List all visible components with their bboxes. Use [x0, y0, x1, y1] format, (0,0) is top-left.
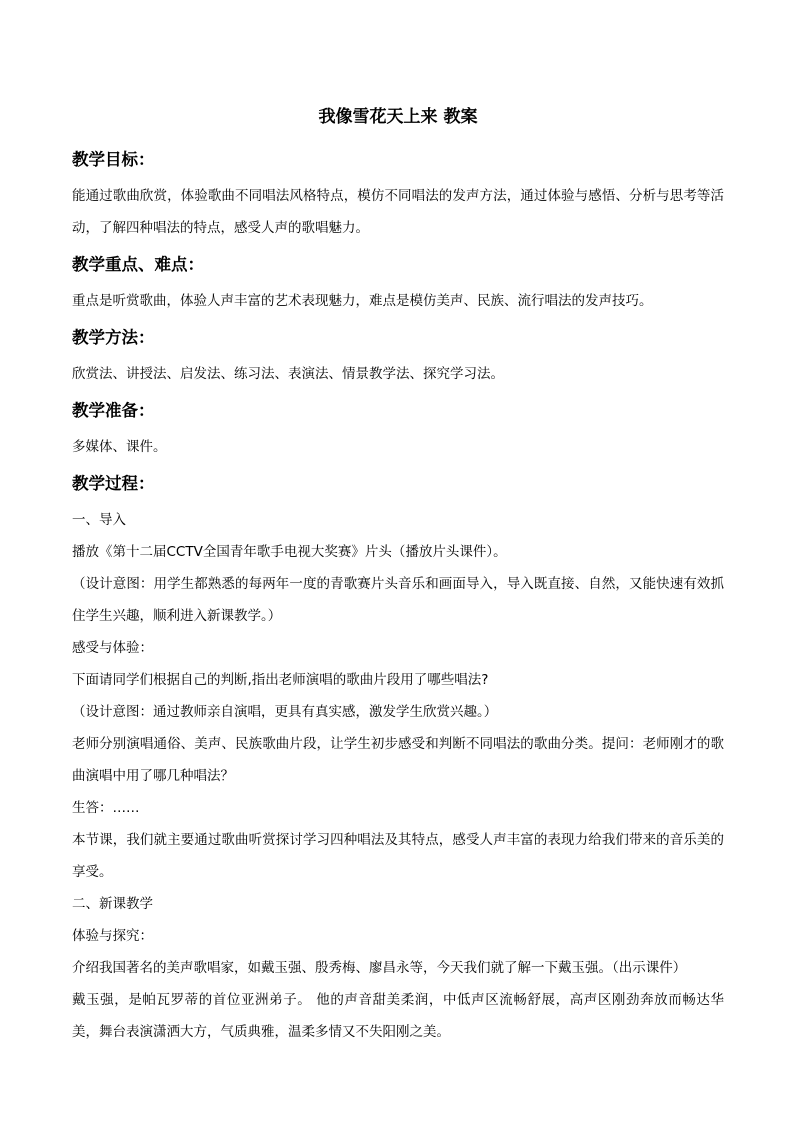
process-paragraph: 戴玉强，是帕瓦罗蒂的首位亚洲弟子。 他的声音甜美柔润，中低声区流畅舒展，高声区刚劲奔放而畅达华美，舞台表演潇洒大方，气质典雅，温柔多情又不失阳刚之美。	[72, 992, 724, 1040]
heading-goals: 教学目标：	[72, 150, 155, 169]
document-page	[72, 0, 724, 1123]
process-paragraph: 本节课，我们就主要通过歌曲听赏探讨学习四种唱法及其特点，感受人声丰富的表现力给我们带来的音乐美的享受。	[72, 832, 724, 880]
process-paragraph: 播放《第十二届CCTV全国青年歌手电视大奖赛》片头（播放片头课件）。	[72, 544, 507, 560]
page-title: 我像雪花天上来 教案	[318, 107, 478, 127]
keypoints-text: 重点是听赏歌曲，体验人声丰富的艺术表现魅力，难点是模仿美声、民族、流行唱法的发声技巧。	[72, 293, 653, 309]
heading-prep: 教学准备：	[72, 401, 155, 420]
process-paragraph: 生答：……	[72, 800, 140, 816]
heading-process: 教学过程：	[72, 474, 155, 493]
process-paragraph: 二、新课教学	[72, 896, 153, 912]
goals-text: 能通过歌曲欣赏，体验歌曲不同唱法风格特点，模仿不同唱法的发声方法，通过体验与感悟、分析与思考等活动，了解四种唱法的特点，感受人声的歌唱魅力。	[72, 188, 724, 236]
process-paragraph: 体验与探究：	[72, 928, 153, 944]
document-body	[72, 146, 724, 1048]
process-paragraph: 下面请同学们根据自己的判断,指出老师演唱的歌曲片段用了哪些唱法?	[72, 672, 489, 688]
process-paragraph: 老师分别演唱通俗、美声、民族歌曲片段，让学生初步感受和判断不同唱法的歌曲分类。提问：老师刚才的歌曲演唱中用了哪几种唱法？	[72, 736, 724, 784]
heading-methods: 教学方法：	[72, 328, 155, 347]
methods-text: 欣赏法、讲授法、启发法、练习法、表演法、情景教学法、探究学习法。	[72, 366, 504, 382]
process-paragraph: 感受与体验：	[72, 640, 153, 656]
process-paragraph: （设计意图：用学生都熟悉的每两年一度的青歌赛片头音乐和画面导入，导入既直接、自然，又能快速有效抓住学生兴趣，顺利进入新课教学。）	[72, 576, 724, 624]
process-paragraph: （设计意图：通过教师亲自演唱，更具有真实感，激发学生欣赏兴趣。）	[72, 704, 498, 720]
process-paragraph: 一、导入	[72, 512, 126, 528]
prep-text: 多媒体、课件。	[72, 439, 167, 455]
process-paragraph: 介绍我国著名的美声歌唱家，如戴玉强、殷秀梅、廖昌永等，今天我们就了解一下戴玉强。（出示课件）	[72, 960, 687, 976]
heading-keypoints: 教学重点、难点：	[72, 255, 204, 274]
